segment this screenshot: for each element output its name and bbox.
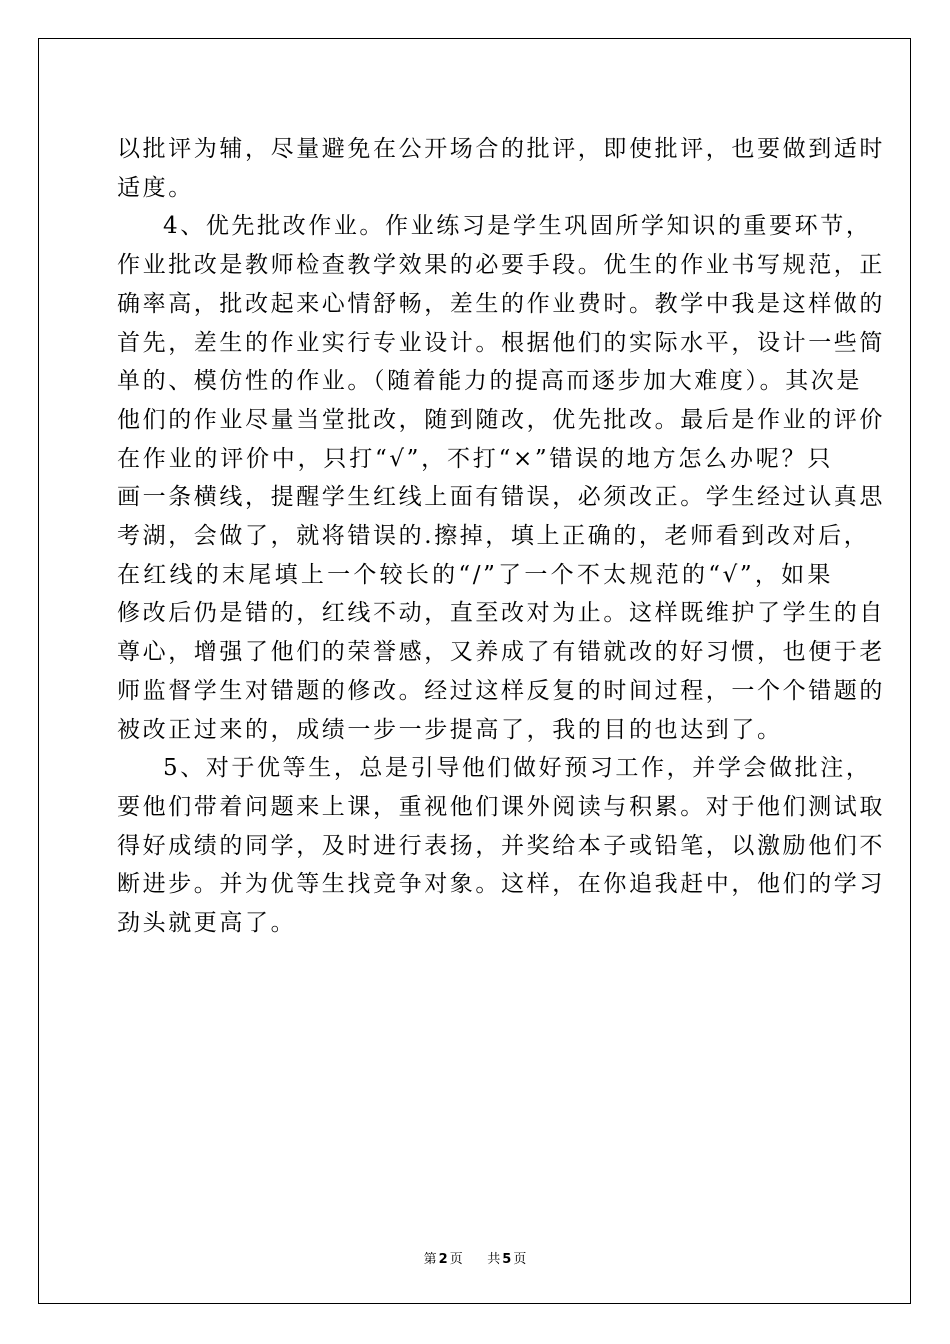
text-line: 在红线的末尾填上一个较长的“/”了一个不太规范的“√”，如果 — [117, 561, 833, 588]
text-line: 考湖，会做了，就将错误的.擦掉，填上正确的，老师看到改对后， — [117, 523, 870, 550]
text-line: 以批评为辅，尽量避免在公开场合的批评，即使批评，也要做到适时 — [117, 136, 885, 162]
paragraph-3 — [117, 749, 885, 943]
text-line: 断进步。并为优等生找竞争对象。这样，在你追我赶中，他们的学习 — [117, 871, 885, 898]
text-line: 首先，差生的作业实行专业设计。根据他们的实际水平，设计一些简 — [117, 329, 885, 356]
page-indicator — [422, 1252, 465, 1267]
page-footer — [0, 1248, 950, 1267]
text-line: 被改正过来的，成绩一步一步提高了，我的目的也达到了。 — [117, 716, 783, 743]
text-line: 作业批改是教师检查教学效果的必要手段。优生的作业书写规范，正 — [117, 252, 885, 279]
text-line: 得好成绩的同学，及时进行表扬，并奖给本子或铅笔，以激励他们不 — [117, 832, 885, 859]
total-suffix: 页 — [513, 1252, 527, 1267]
text-line: 4、优先批改作业。作业练习是学生巩固所学知识的重要环节， — [163, 213, 872, 240]
total-indicator — [485, 1252, 528, 1267]
text-line: 要他们带着问题来上课，重视他们课外阅读与积累。对于他们测试取 — [117, 793, 885, 820]
text-line: 劲头就更高了。 — [117, 910, 297, 937]
page-prefix: 第 — [423, 1252, 437, 1267]
text-line: 尊心，增强了他们的荣誉感，又养成了有错就改的好习惯，也便于老 — [117, 639, 885, 666]
total-number: 5 — [502, 1252, 512, 1267]
text-line: 确率高，批改起来心情舒畅，差生的作业费时。教学中我是这样做的 — [117, 290, 885, 317]
page-suffix: 页 — [449, 1252, 463, 1267]
text-line: 修改后仍是错的，红线不动，直至改对为止。这样既维护了学生的自 — [117, 600, 885, 627]
text-line: 5、对于优等生，总是引导他们做好预习工作，并学会做批注， — [163, 755, 872, 782]
total-prefix: 共 — [487, 1252, 501, 1267]
text-line: 师监督学生对错题的修改。经过这样反复的时间过程，一个个错题的 — [117, 677, 885, 704]
document-body — [117, 130, 885, 943]
paragraph-1 — [117, 130, 885, 207]
page-number: 2 — [438, 1252, 448, 1267]
paragraph-2 — [117, 207, 885, 749]
text-line: 他们的作业尽量当堂批改，随到随改，优先批改。最后是作业的评价 — [117, 406, 885, 433]
text-line: 画一条横线，提醒学生红线上面有错误，必须改正。学生经过认真思 — [117, 484, 885, 511]
text-line: 单的、模仿性的作业。（随着能力的提高而逐步加大难度）。其次是 — [117, 368, 862, 395]
text-line: 在作业的评价中，只打“√”，不打“×”错误的地方怎么办呢？只 — [117, 445, 833, 472]
text-line: 适度。 — [117, 174, 194, 201]
